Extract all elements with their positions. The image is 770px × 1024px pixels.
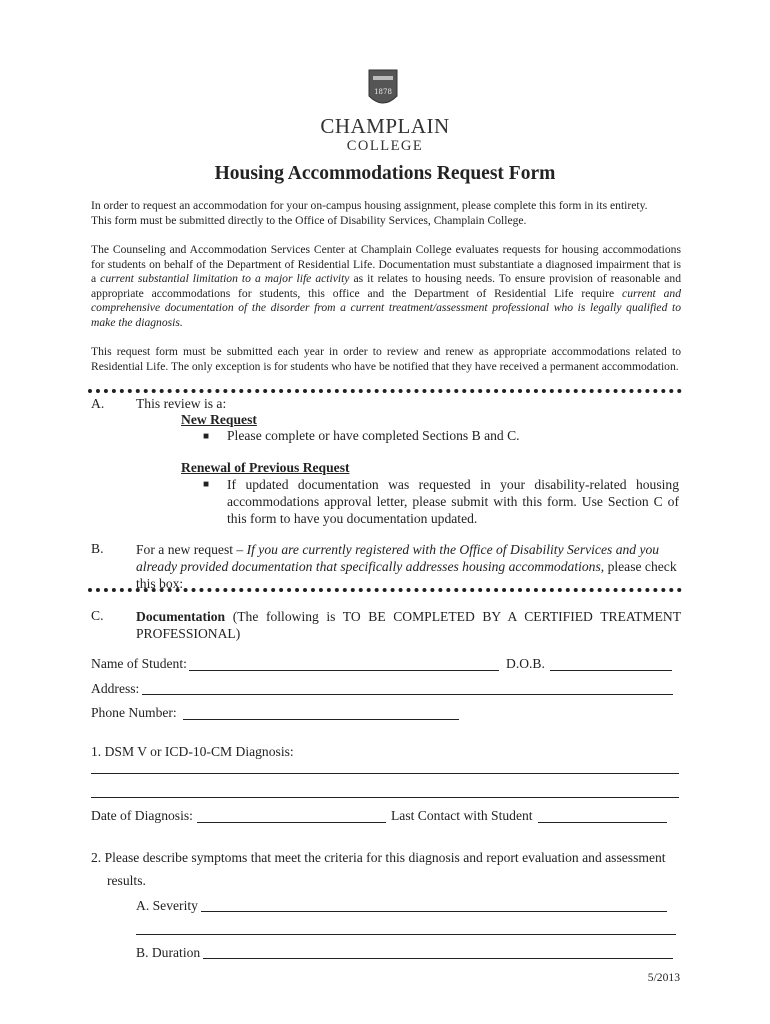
severity-field-line-2[interactable] — [136, 934, 676, 935]
symptoms-question: 2. Please describe symptoms that meet the criteria for this diagnosis and report evaluation and assessment — [91, 850, 666, 865]
section-c-instructions: (The following is TO BE COMPLETED BY A CERTIFIED TREATMENT PROFESSIONAL) — [136, 609, 681, 641]
renewal-heading: Renewal of Previous Request — [181, 460, 350, 475]
section-c-text — [136, 608, 681, 642]
section-b-lead: For a new request – — [136, 542, 247, 557]
diagnosis-field-line-2[interactable] — [91, 797, 679, 798]
section-a-text: This review is a: — [136, 396, 227, 411]
bullet-icon: ■ — [203, 431, 210, 442]
date-diagnosis-field[interactable] — [197, 822, 386, 823]
divider — [88, 588, 682, 592]
para2-italic-1: current substantial limitation to a major life activity — [100, 272, 350, 285]
duration-field[interactable] — [203, 958, 673, 959]
logo-sub: COLLEGE — [346, 138, 424, 154]
section-c-heading: Documentation — [136, 609, 226, 624]
severity-field-line-1[interactable] — [201, 911, 667, 912]
new-request-bullet: Please complete or have completed Sections B and C. — [227, 428, 520, 443]
diagnosis-label: 1. DSM V or ICD-10-CM Diagnosis: — [91, 744, 294, 759]
section-b-italic: If you are currently registered with the Office of Disability Services and you already provided documentation that specifically addresses housing accommodations — [136, 542, 660, 574]
section-b-text — [136, 541, 681, 592]
duration-label: B. Duration — [136, 945, 201, 960]
page-title: Housing Accommodations Request Form — [214, 163, 556, 184]
severity-label: A. Severity — [136, 898, 198, 913]
para2-italic-2: current and comprehensive documentation of the disorder from a current treatment/assessment professional who is legally qualified to make the diagnosis. — [91, 286, 681, 329]
symptoms-question-cont: results. — [107, 873, 146, 888]
evaluation-paragraph — [91, 243, 681, 330]
logo-year: 1878 — [374, 88, 392, 96]
para2-text-1: The Counseling and Accommodation Services Center at Champlain College evaluates requests for housing accommodations for students on behalf of the Department of Residential Life. Documentation must substantiate a diagnosed impairment that is a — [91, 243, 681, 285]
student-name-label: Name of Student: — [91, 656, 187, 671]
address-label: Address: — [91, 681, 140, 696]
student-name-field[interactable] — [189, 670, 499, 671]
college-logo — [313, 66, 453, 158]
diagnosis-field-line-1[interactable] — [91, 773, 679, 774]
section-c-letter: C. — [91, 608, 104, 623]
divider — [88, 389, 682, 393]
section-a-letter: A. — [91, 396, 105, 411]
bullet-icon: ■ — [203, 479, 210, 490]
revision-date: 5/2013 — [647, 971, 680, 984]
logo-name: CHAMPLAIN — [320, 114, 450, 138]
section-b-letter: B. — [91, 541, 104, 556]
address-field[interactable] — [142, 694, 673, 695]
date-diagnosis-label: Date of Diagnosis: — [91, 808, 193, 823]
para2-text-2: as it relates to housing needs. To ensure provision of reasonable and appropriate accommodations for students, this office and the Department of Residential Life require — [91, 272, 682, 300]
renewal-bullet: If updated documentation was requested in your disability-related housing accommodations approval letter, please submit with this form. Use Section C of this form to have you documentation updated. — [227, 477, 679, 526]
phone-label: Phone Number: — [91, 705, 177, 720]
dob-label: D.O.B. — [506, 656, 545, 671]
intro-line-1: In order to request an accommodation for your on-campus housing assignment, please complete this form in its entirety. — [91, 199, 648, 212]
intro-line-2: This form must be submitted directly to the Office of Disability Services, Champlain College. — [91, 213, 527, 227]
last-contact-field[interactable] — [538, 822, 667, 823]
section-b-tail: , please check this box: — [136, 559, 677, 591]
last-contact-label: Last Contact with Student — [391, 808, 533, 823]
dob-field[interactable] — [550, 670, 672, 671]
renewal-paragraph: This request form must be submitted each year in order to review and renew as appropriate accommodations related to Residential Life. The only exception is for students who have be notified that they have received a permanent accommodation. — [91, 345, 681, 373]
phone-field[interactable] — [183, 719, 459, 720]
new-request-heading: New Request — [181, 412, 257, 427]
intro-paragraph — [91, 199, 681, 228]
shield-icon — [313, 66, 453, 116]
